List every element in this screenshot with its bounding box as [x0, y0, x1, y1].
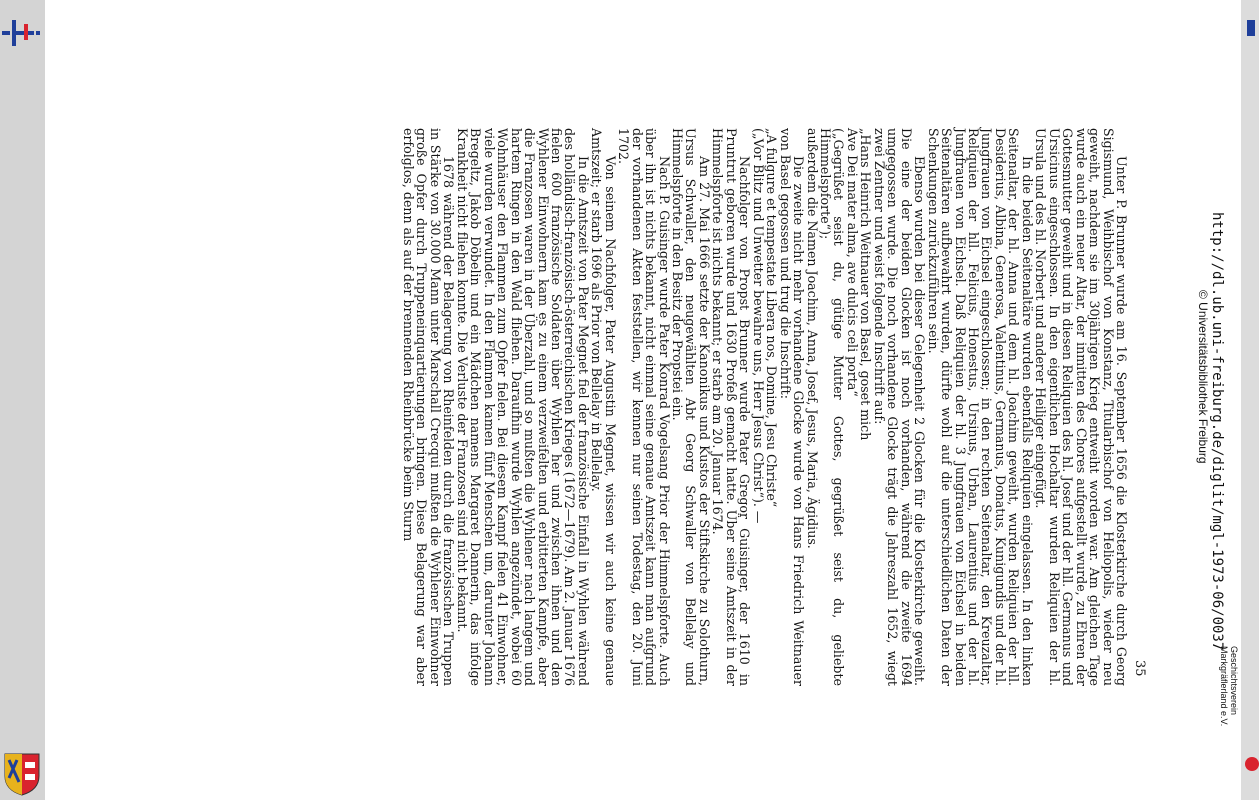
paragraph: Nachfolger von Propst Brunner wurde Pater Gregor Guisinger, der 1610 in Pruntrut geboren wurde und 1630 Profeß gemacht hatte. Über seine Amtszeit in der Himmelspforte ist nichts bekannt; er starb am 20. Januar 1674.: [710, 128, 753, 686]
society-name-line2: Markgräflerland e.V.: [1219, 646, 1229, 727]
paragraph: („Gegrüßet seist du, gütige Mutter Gottes, gegrüßet seist du, geliebte Himmelspforte“);: [818, 128, 847, 686]
paragraph: Nach P. Guisinger wurde Pater Konrad Vogelsang Prior der Himmelspforte. Auch über ihn ist nichts bekannt, nicht einmal seine genaue Amtszeit kann man aufgrund der vorhandenen Akten feststellen, wir kennen nur seinen Todestag, den 20. Juni 1702.: [616, 128, 672, 686]
viewer-right-crest-icon: [1245, 757, 1259, 771]
paragraph: In die Amtszeit von Pater Megnet fiel der französische Einfall in Wyhlen während des holländisch-französisch-österreichischen Krieges (1672—1679). Am 2. Januar 1676 fielen 600 französische Soldaten über Wyhlen her und zwischen ihnen und den Wyhlener Einwohnern kam es zu einem verzweifelten und erbitterten Kampfe, aber die Franzosen waren in der Überzahl, und so mußten die Wyhlener nach langem und hartem Ringen in den Wald fliehen. Daraufhin wurde Wyhlen angezündet, wobei 60 Wohnhäuser den Flammen zum Opfer fielen. Bei diesem Kampf fielen 41 Einwohner, viele wurden verwundet. In den Flammen kamen fünf Menschen um, darunter Johann Bregeltz, Jakob Döbelin und ein Mädchen namens Margaret Dannerin, das infolge Krankheit nicht fliehen konnte. Die Verluste der Franzosen sind nicht bekannt.: [454, 128, 591, 686]
copyright-notice: © Universitätsbibliothek Freiburg: [1196, 290, 1210, 464]
paragraph: Unter P. Brunner wurde am 16. September 1656 die Klosterkirche durch Georg Sigismund, Weihbischof von Konstanz, Titularbischof von Heliopolis, wieder neu geweiht, nachdem sie im 30jährigen Krieg entweiht worden war. Am gleichen Tage wurde auch ein neuer Altar, der inmitten des Chores aufgestellt wurde, zu Ehren der Gottesmutter geweiht und in diesen Reliquien des hl. Josef und der hll. Germanus und Ursicinus eingeschlossen. In den eigentlichen Hochaltar wurden Reliquien der hl. Ursula und des hl. Norbert und anderer Heiliger eingefügt.: [1033, 128, 1129, 686]
paragraph: („Vor Blitz und Unwetter bewahre uns, Herr Jesus Christ“). —: [750, 128, 766, 524]
viewer-caption: [1196, 0, 1241, 800]
page-text-column: [68, 128, 1128, 686]
paragraph: In die beiden Seitenaltäre wurden ebenfalls Reliquien eingelassen. In den linken Seitenaltar, der hl. Anna und dem hl. Joachim geweiht, wurden Reliquien der hll. Desiderius, Albina, Generosa, Valentinus, Germanus, Donatus, Kunigundis und der hl. Jungfrauen von Eichsel eingeschlossen; in den rechten Seitenaltar, den Kreuzaltar, Reliquien der hll. Felicius, Honestus, Ursinus, Urban, Laurentius und der hl. Jungfrauen von Eichsel. Daß Reliquien der hl. 3 Jungfrauen von Eichsel in beiden Seitenaltären aufbewahrt wurden, dürfte wohl auf die unterschiedlichen Daten der Schenkungen zurückzuführen sein.: [925, 128, 1035, 686]
paragraph: „Hans Heinrich Weitnauer von Basel, goset mich: [858, 128, 874, 441]
paragraph: Ave Dei mater alma, ave dulcis celi porta“: [844, 128, 860, 397]
page-number: 35: [1132, 660, 1147, 677]
paragraph: Am 27. Mai 1666 setzte der Kanonikus und Kustos der Stiftskirche zu Solothurn, Ursus Schwaller, den neugewählten Abt Georg Schwaller von Bellelay und Himmelspforte in den Besitz der Propstei ein.: [670, 128, 712, 686]
viewer-left-strip: [0, 0, 45, 800]
paragraph: Von seinem Nachfolger, Pater Augustin Megnet, wissen wir auch keine genaue Amtszeit; er starb 1696 als Prior von Bellelay in Bellelay.: [589, 128, 618, 686]
paragraph: 1678 während der Belagerung von Rheinfelden durch die französischen Truppen in Stärke von 30.000 Mann unter Marschall Crecqui mußten die Wyhlener Einwohner große Opfer durch Truppeneinquartierungen bringen. Diese Belagerung war aber erfolglos, denn als auf der brennenden Rheinbrücke beim Sturm: [400, 128, 457, 686]
university-library-logo-icon: [0, 16, 42, 50]
paragraph: Ebenso wurden bei dieser Gelegenheit 2 Glocken für die Klosterkirche geweiht. Die eine der beiden Glocken ist noch vorhanden, während die zweite 1694 umgegossen wurde. Die noch vorhandene Glocke trägt die Jahreszahl 1652, wiegt zwei Zentner und weist folgende Inschrift auf:: [871, 128, 928, 686]
viewer-right-logo-icon: [1247, 20, 1255, 36]
paragraph: „A fulgure et tempestate Libera nos, Domine, Jesu Christe“: [764, 128, 780, 508]
document-url-link[interactable]: http://dl.ub.uni-freiburg.de/diglit/mgl-1973-06/0037: [1209, 212, 1225, 651]
society-crest-icon: [3, 752, 41, 796]
paragraph: Die zweite nicht mehr vorhandene Glocke wurde von Hans Friedrich Weitnauer von Basel gegossen und trug die Inschrift:: [777, 128, 807, 686]
rotated-scan: [45, 0, 1241, 800]
paragraph: außerdem die Namen Joachim, Anna, Josef, Jesus, Maria, Ägidius.: [804, 128, 820, 549]
society-name-line1: Geschichtsverein: [1229, 646, 1239, 716]
viewer-right-strip: [1241, 0, 1259, 800]
society-name: [1219, 646, 1239, 754]
